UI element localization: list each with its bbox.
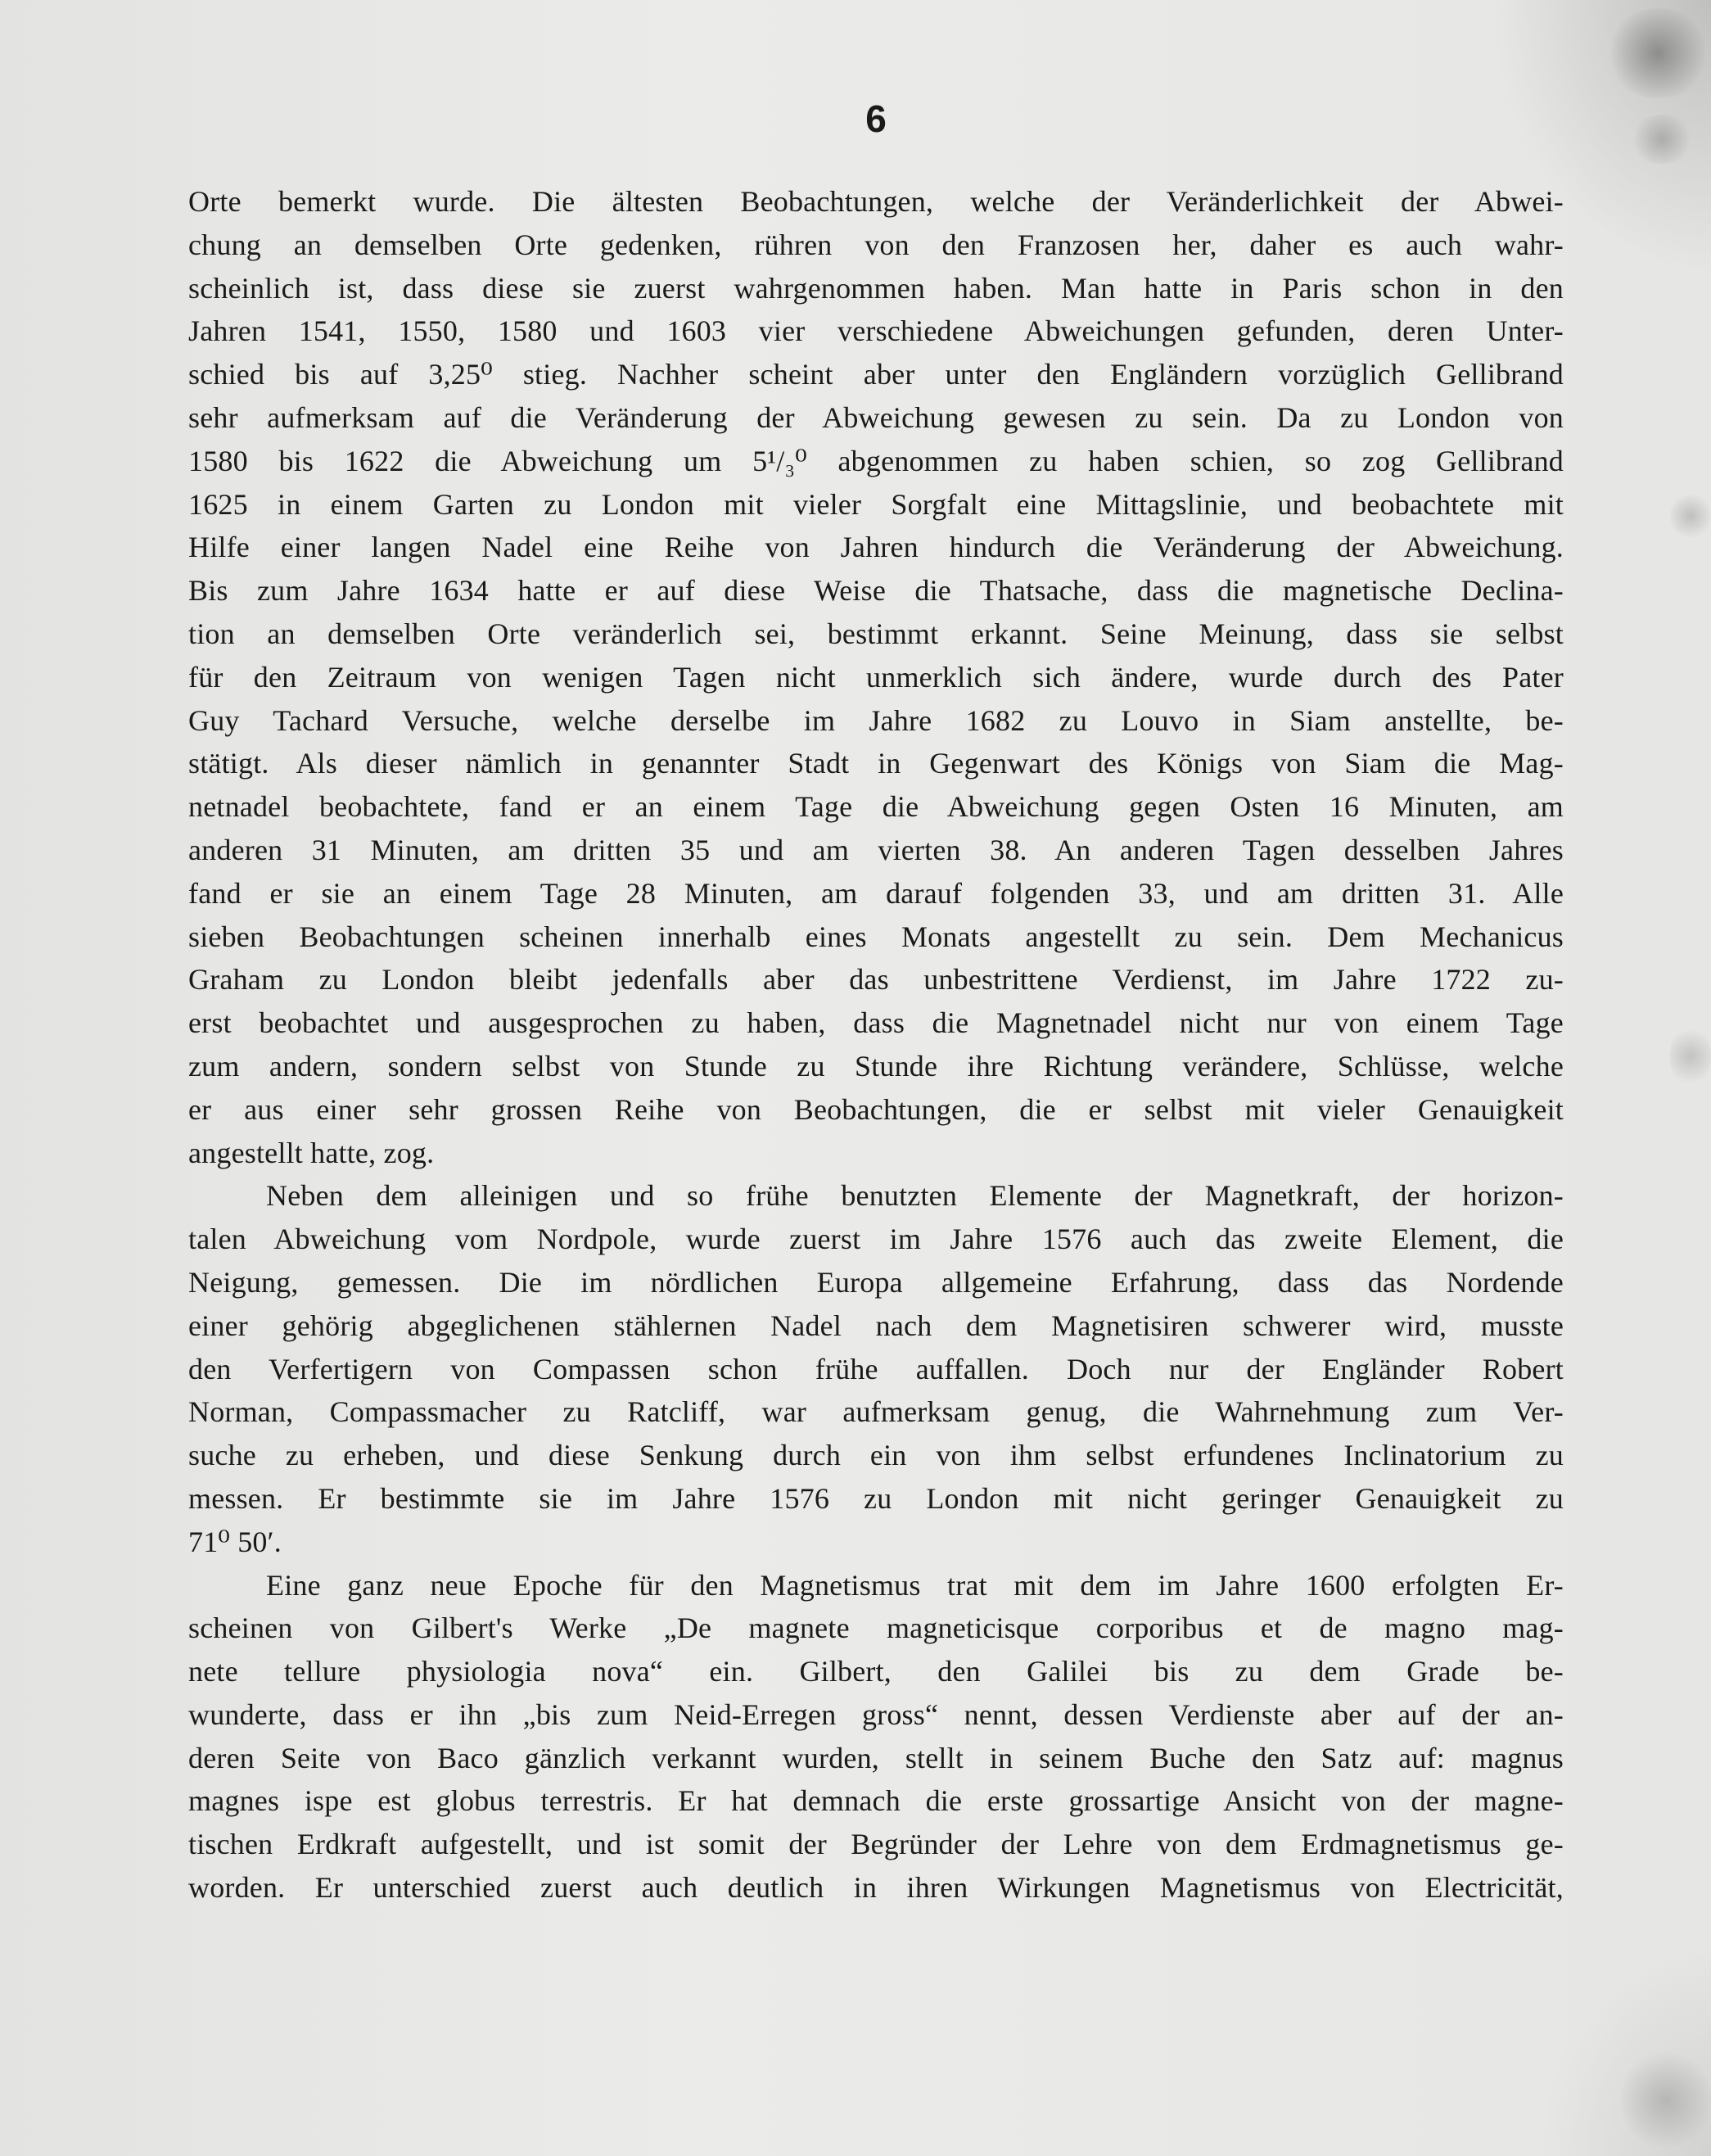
page-stain xyxy=(1670,491,1711,540)
paragraph-start-line: Eine ganz neue Epoche für den Magnetismus trat mit dem im Jahre 1600 erfolgten Er- xyxy=(266,1568,1564,1602)
text-line: Jahren 1541, 1550, 1580 und 1603 vier verschiedene Abweichungen gefunden, deren Unter- xyxy=(188,314,1564,348)
page-number: 6 xyxy=(865,97,887,140)
text-line: magnes ispe est globus terrestris. Er hat demnach die erste grossartige Ansicht von der magne- xyxy=(188,1784,1564,1818)
text-line: erst beobachtet und ausgesprochen zu haben, dass die Magnetnadel nicht nur von einem Tage xyxy=(188,1006,1564,1040)
text-line: Bis zum Jahre 1634 hatte er auf diese Weise die Thatsache, dass die magnetische Declina- xyxy=(188,574,1564,608)
text-line: sehr aufmerksam auf die Veränderung der Abweichung gewesen zu sein. Da zu London von xyxy=(188,400,1564,434)
text-line: netnadel beobachtete, fand er an einem Tage die Abweichung gegen Osten 16 Minuten, am xyxy=(188,790,1564,824)
text-line: stätigt. Als dieser nämlich in genannter Stadt in Gegenwart des Königs von Siam die Mag- xyxy=(188,747,1564,780)
text-line: Hilfe einer langen Nadel eine Reihe von Jahren hindurch die Veränderung der Abweichung. xyxy=(188,531,1564,564)
text-line: tion an demselben Orte veränderlich sei, bestimmt erkannt. Seine Meinung, dass sie selbst xyxy=(188,617,1564,650)
text-line: tischen Erdkraft aufgestellt, und ist somit der Begründer der Lehre von dem Erdmagnetismus ge- xyxy=(188,1828,1564,1861)
text-line: 1580 bis 1622 die Abweichung um 5¹/₃⁰ abgenommen zu haben schien, so zog Gellibrand xyxy=(188,444,1564,477)
text-line: den Verfertigern von Compassen schon frühe auffallen. Doch nur der Engländer Robert xyxy=(188,1352,1564,1385)
body-text xyxy=(188,180,1564,1910)
text-line: anderen 31 Minuten, am dritten 35 und am vierten 38. An anderen Tagen desselben Jahres xyxy=(188,833,1564,866)
text-line: er aus einer sehr grossen Reihe von Beobachtungen, die er selbst mit vieler Genauigkeit xyxy=(188,1092,1564,1126)
text-line: scheinen von Gilbert's Werke „De magnete magneticisque corporibus et de magno mag- xyxy=(188,1611,1564,1645)
text-line: talen Abweichung vom Nordpole, wurde zuerst im Jahre 1576 auch das zweite Element, die xyxy=(188,1223,1564,1256)
text-line: deren Seite von Baco gänzlich verkannt wurden, stellt in seinem Buche den Satz auf: magnus xyxy=(188,1741,1564,1774)
text-line: messen. Er bestimmte sie im Jahre 1576 zu London mit nicht geringer Genauigkeit zu xyxy=(188,1481,1564,1515)
text-line: wunderte, dass er ihn „bis zum Neid-Erregen gross“ nennt, dessen Verdienste aber auf der an- xyxy=(188,1697,1564,1731)
text-line: Norman, Compassmacher zu Ratcliff, war aufmerksam genug, die Wahrnehmung zum Ver- xyxy=(188,1395,1564,1429)
text-line: scheinlich ist, dass diese sie zuerst wahrgenommen haben. Man hatte in Paris schon in den xyxy=(188,271,1564,305)
text-line: worden. Er unterschied zuerst auch deutlich in ihren Wirkungen Magnetismus von Electricität, xyxy=(188,1871,1564,1905)
paragraph-start-line: Neben dem alleinigen und so frühe benutzten Elemente der Magnetkraft, der horizon- xyxy=(266,1179,1564,1213)
page-stain xyxy=(1629,115,1695,164)
text-line: sieben Beobachtungen scheinen innerhalb eines Monats angestellt zu sein. Dem Mechanicus xyxy=(188,920,1564,953)
text-line: Orte bemerkt wurde. Die ältesten Beobachtungen, welche der Veränderlichkeit der Abwei- xyxy=(188,185,1564,218)
text-line: schied bis auf 3,25⁰ stieg. Nachher scheint aber unter den Engländern vorzüglich Gellibrand xyxy=(188,358,1564,391)
text-line: fand er sie an einem Tage 28 Minuten, am darauf folgenden 33, und am dritten 31. Alle xyxy=(188,876,1564,910)
text-line: 1625 in einem Garten zu London mit vieler Sorgfalt eine Mittagslinie, und beobachtete mit xyxy=(188,487,1564,521)
text-line: chung an demselben Orte gedenken, rühren von den Franzosen her, daher es auch wahr- xyxy=(188,228,1564,261)
text-line: zum andern, sondern selbst von Stunde zu Stunde ihre Richtung verändere, Schlüsse, welche xyxy=(188,1049,1564,1083)
text-line: Graham zu London bleibt jedenfalls aber das unbestrittene Verdienst, im Jahre 1722 zu- xyxy=(188,963,1564,997)
page-stain xyxy=(1621,2047,1711,2154)
text-line: Neigung, gemessen. Die im nördlichen Europa allgemeine Erfahrung, dass das Nordende xyxy=(188,1265,1564,1299)
text-line: nete tellure physiologia nova“ ein. Gilbert, den Galilei bis zu dem Grade be- xyxy=(188,1655,1564,1688)
page-stain xyxy=(1670,1024,1711,1089)
text-line: suche zu erheben, und diese Senkung durch ein von ihm selbst erfundenes Inclinatorium zu xyxy=(188,1439,1564,1472)
text-line: Guy Tachard Versuche, welche derselbe im Jahre 1682 zu Louvo in Siam anstellte, be- xyxy=(188,703,1564,737)
text-line: 71⁰ 50′. xyxy=(188,1525,282,1558)
page-stain xyxy=(1605,8,1711,98)
text-line: angestellt hatte, zog. xyxy=(188,1136,435,1169)
text-line: einer gehörig abgeglichenen stählernen Nadel nach dem Magnetisiren schwerer wird, musste xyxy=(188,1309,1564,1342)
text-line: für den Zeitraum von wenigen Tagen nicht unmerklich sich ändere, wurde durch des Pater xyxy=(188,660,1564,694)
